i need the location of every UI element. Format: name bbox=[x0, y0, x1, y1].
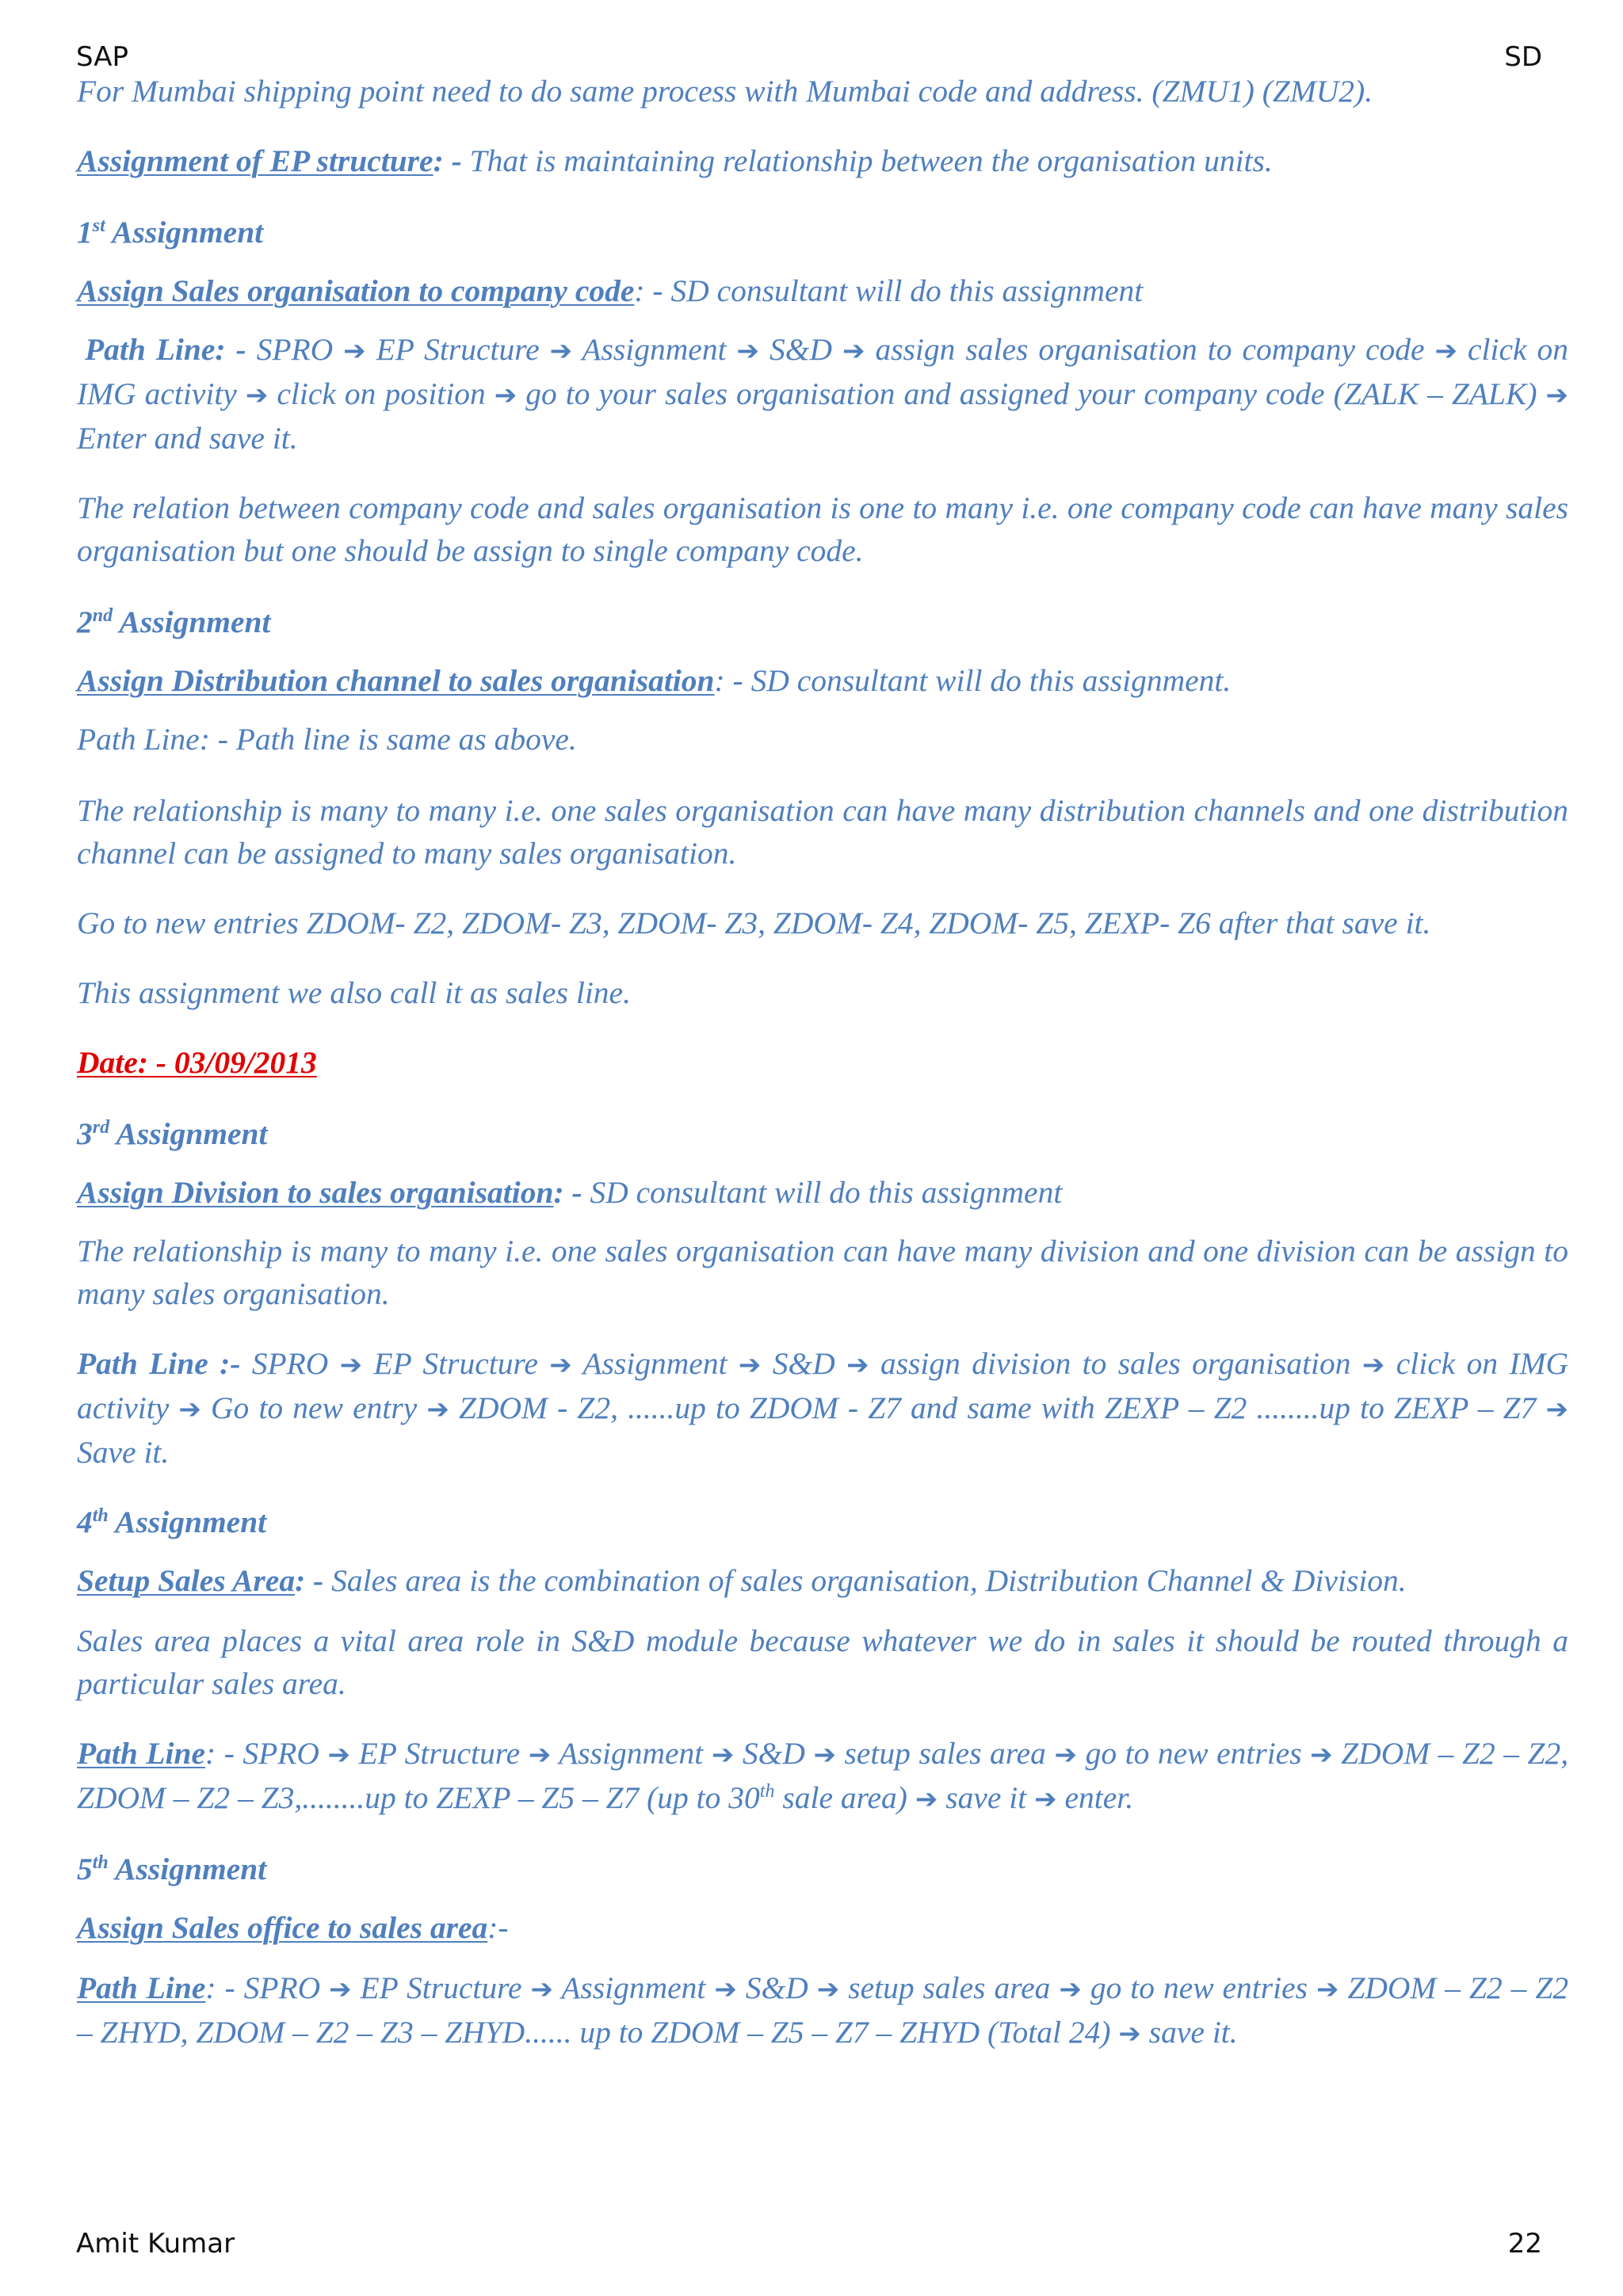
path-step: setup sales area bbox=[844, 1736, 1046, 1771]
assignment-1-title-line bbox=[77, 269, 1568, 312]
assignment-3-sep: : - bbox=[553, 1175, 590, 1210]
assignment-1-title: Assign Sales organisation to company code bbox=[77, 273, 635, 308]
arrow-icon: ➔ bbox=[343, 335, 366, 367]
path-step: S&D bbox=[742, 1736, 805, 1771]
footer-author: Amit Kumar bbox=[76, 2228, 235, 2260]
arrow-icon: ➔ bbox=[528, 1739, 552, 1771]
assignment-1-path bbox=[77, 328, 1568, 460]
arrow-icon: ➔ bbox=[1054, 1739, 1077, 1771]
path-step: Enter and save it. bbox=[77, 421, 298, 456]
arrow-icon: ➔ bbox=[1361, 1349, 1385, 1381]
path-step: setup sales area bbox=[848, 1970, 1051, 2005]
assignment-3-title: Assign Division to sales organisation bbox=[77, 1175, 554, 1210]
path-step: click on IMG activity bbox=[77, 1346, 1569, 1425]
assignment-4-path bbox=[77, 1732, 1568, 1821]
assignment-5-path-sep: : - bbox=[205, 1970, 244, 2005]
assignment-5-heading bbox=[77, 1848, 1568, 1890]
assignment-2-heading bbox=[77, 601, 1568, 643]
assignment-2-note: This assignment we also call it as sales line. bbox=[77, 975, 631, 1010]
arrow-icon: ➔ bbox=[1545, 379, 1568, 411]
assignment-5-ordinal: th bbox=[92, 1852, 109, 1873]
assignment-4-sep: : - bbox=[295, 1563, 332, 1598]
arrow-icon: ➔ bbox=[1316, 1974, 1339, 2005]
arrow-icon: ➔ bbox=[339, 1349, 363, 1381]
assignment-3-number: 3 bbox=[77, 1116, 93, 1151]
path-step: Go to new entry bbox=[211, 1390, 418, 1425]
assignment-2-relation: The relationship is many to many i.e. one sales organisation can have many distribution channels and one distribution channel can be assigned to many sales organisation. bbox=[77, 793, 1568, 871]
path-step: S&D bbox=[769, 332, 832, 367]
assignment-5-title-line bbox=[77, 1906, 1568, 1949]
assignment-4-tail: Sales area is the combination of sales organisation, Distribution Channel & Division. bbox=[331, 1563, 1407, 1598]
assignment-3-heading bbox=[77, 1112, 1568, 1155]
arrow-icon: ➔ bbox=[549, 1349, 572, 1381]
path-step: ZDOM – Z2 – Z2, ZDOM – Z2 – Z3,........up to ZEXP – Z5 – Z7 (up to 30 bbox=[77, 1736, 1569, 1815]
arrow-icon: ➔ bbox=[711, 1739, 735, 1771]
assignment-4-path-sep: : - bbox=[204, 1736, 243, 1771]
assignment-3-label: Assignment bbox=[109, 1116, 268, 1151]
path-step: EP Structure bbox=[358, 1736, 521, 1771]
assignment-3-tail: SD consultant will do this assignment bbox=[590, 1175, 1063, 1210]
arrow-icon: ➔ bbox=[816, 1974, 840, 2005]
assignment-5-tail: :- bbox=[487, 1910, 509, 1945]
assignment-2-path: Path Line: - Path line is same as above. bbox=[77, 722, 577, 757]
path-step: Assignment bbox=[559, 1736, 704, 1771]
assignment-1-number: 1 bbox=[77, 215, 93, 250]
arrow-icon: ➔ bbox=[1118, 2018, 1141, 2050]
assignment-2-tail: : - SD consultant will do this assignment. bbox=[714, 663, 1232, 698]
path-step: sale area) bbox=[774, 1780, 907, 1815]
assignment-1-ordinal: st bbox=[92, 215, 105, 236]
assignment-3-path-label: Path Line :- bbox=[77, 1346, 252, 1381]
assignment-1-label: Assignment bbox=[105, 215, 264, 250]
assignment-2-title-line bbox=[77, 659, 1568, 702]
arrow-icon: ➔ bbox=[426, 1394, 449, 1425]
arrow-icon: ➔ bbox=[813, 1739, 836, 1771]
assignment-4-number: 4 bbox=[77, 1505, 93, 1539]
path-step: ZDOM – Z2 – Z2 – ZHYD, ZDOM – Z2 – Z3 – ZHYD...... up to ZDOM – Z5 – Z7 – ZHYD (Total 24) bbox=[77, 1970, 1569, 2050]
path-step: assign sales organisation to company code bbox=[875, 332, 1425, 367]
ep-structure-paragraph bbox=[77, 139, 1568, 182]
arrow-icon: ➔ bbox=[1310, 1739, 1333, 1771]
arrow-icon: ➔ bbox=[736, 335, 760, 367]
arrow-icon: ➔ bbox=[1034, 1783, 1057, 1815]
assignment-3-ordinal: rd bbox=[92, 1116, 110, 1138]
page-number: 22 bbox=[1507, 2228, 1542, 2260]
assignment-1-heading bbox=[77, 211, 1568, 254]
arrow-icon: ➔ bbox=[245, 379, 269, 411]
path-step: SPRO bbox=[251, 1346, 329, 1381]
arrow-icon: ➔ bbox=[530, 1974, 554, 2005]
header-left: SAP bbox=[76, 41, 128, 73]
path-step: go to new entries bbox=[1090, 1970, 1308, 2005]
path-step: EP Structure bbox=[373, 1346, 538, 1381]
ordinal-suffix: th bbox=[759, 1780, 775, 1802]
assignment-5-path-label: Path Line bbox=[77, 1970, 206, 2005]
path-step: go to new entries bbox=[1085, 1736, 1302, 1771]
assignment-4-path-label: Path Line bbox=[77, 1736, 205, 1771]
arrow-icon: ➔ bbox=[1545, 1394, 1568, 1425]
path-step: Assignment bbox=[582, 332, 727, 367]
arrow-icon: ➔ bbox=[549, 335, 573, 367]
path-step: Assignment bbox=[582, 1346, 727, 1381]
path-step: SPRO bbox=[242, 1736, 319, 1771]
assignment-4-title-line bbox=[77, 1559, 1568, 1602]
assignment-4-title: Setup Sales Area bbox=[77, 1563, 296, 1598]
assignment-5-label: Assignment bbox=[108, 1852, 267, 1886]
path-step: Save it. bbox=[77, 1435, 170, 1470]
path-step: click on IMG activity bbox=[77, 332, 1569, 411]
assignment-2-number: 2 bbox=[77, 605, 93, 639]
arrow-icon: ➔ bbox=[327, 1739, 351, 1771]
ep-structure-title: Assignment of EP structure bbox=[77, 143, 433, 178]
arrow-icon: ➔ bbox=[1434, 335, 1458, 367]
document-body bbox=[77, 70, 1568, 2055]
mumbai-paragraph: For Mumbai shipping point need to do same process with Mumbai code and address. (ZMU1) (ZMU2). bbox=[77, 74, 1373, 109]
assignment-2-title: Assign Distribution channel to sales organisation bbox=[77, 663, 715, 698]
assignment-5-number: 5 bbox=[77, 1852, 93, 1886]
path-step: Assignment bbox=[561, 1970, 706, 2005]
arrow-icon: ➔ bbox=[494, 379, 517, 411]
header-right: SD bbox=[1504, 41, 1542, 73]
path-step: SPRO bbox=[256, 332, 334, 367]
assignment-1-tail: : - SD consultant will do this assignment bbox=[634, 273, 1144, 308]
arrow-icon: ➔ bbox=[178, 1394, 201, 1425]
assignment-4-ordinal: th bbox=[92, 1505, 109, 1526]
assignment-3-title-line bbox=[77, 1171, 1568, 1214]
arrow-icon: ➔ bbox=[915, 1783, 938, 1815]
path-step: S&D bbox=[772, 1346, 835, 1381]
assignment-1-path-label: Path Line: - bbox=[85, 332, 257, 367]
path-step: EP Structure bbox=[376, 332, 540, 367]
assignment-4-description: Sales area places a vital area role in S&D module because whatever we do in sales it should be routed through a particular sales area. bbox=[77, 1623, 1568, 1701]
path-step: go to your sales organisation and assigned your company code (ZALK – ZALK) bbox=[525, 376, 1537, 411]
ep-structure-text: That is maintaining relationship between the organisation units. bbox=[469, 143, 1273, 178]
arrow-icon: ➔ bbox=[714, 1974, 737, 2005]
assignment-4-heading bbox=[77, 1501, 1568, 1543]
assignment-3-path bbox=[77, 1342, 1568, 1474]
arrow-icon: ➔ bbox=[842, 335, 865, 367]
path-step: click on position bbox=[277, 376, 486, 411]
assignment-5-title: Assign Sales office to sales area bbox=[77, 1910, 488, 1945]
assignment-3-relation: The relationship is many to many i.e. one sales organisation can have many division and one division can be assign to many sales organisation. bbox=[77, 1234, 1568, 1311]
ep-structure-sep: : - bbox=[433, 143, 470, 178]
path-step: S&D bbox=[745, 1970, 808, 2005]
arrow-icon: ➔ bbox=[846, 1349, 869, 1381]
arrow-icon: ➔ bbox=[1059, 1974, 1082, 2005]
path-step: assign division to sales organisation bbox=[880, 1346, 1351, 1381]
assignment-2-ordinal: nd bbox=[92, 605, 113, 626]
assignment-5-path bbox=[77, 1966, 1568, 2055]
path-step: save it bbox=[945, 1780, 1027, 1815]
path-step: enter. bbox=[1064, 1780, 1134, 1815]
assignment-4-label: Assignment bbox=[108, 1505, 267, 1539]
assignment-1-relation: The relation between company code and sales organisation is one to many i.e. one company code can have many sales organisation but one should be assign to single company code. bbox=[77, 490, 1568, 568]
path-step: EP Structure bbox=[360, 1970, 522, 2005]
assignment-2-label: Assignment bbox=[113, 605, 271, 639]
arrow-icon: ➔ bbox=[738, 1349, 762, 1381]
path-step: SPRO bbox=[243, 1970, 321, 2005]
assignment-2-entries: Go to new entries ZDOM- Z2, ZDOM- Z3, ZDOM- Z3, ZDOM- Z4, ZDOM- Z5, ZEXP- Z6 after that save it. bbox=[77, 906, 1431, 940]
path-step: save it. bbox=[1148, 2015, 1238, 2050]
arrow-icon: ➔ bbox=[329, 1974, 352, 2005]
date-heading: Date: - 03/09/2013 bbox=[77, 1045, 317, 1080]
path-step: ZDOM - Z2, ......up to ZDOM - Z7 and same with ZEXP – Z2 ........up to ZEXP – Z7 bbox=[459, 1390, 1537, 1425]
